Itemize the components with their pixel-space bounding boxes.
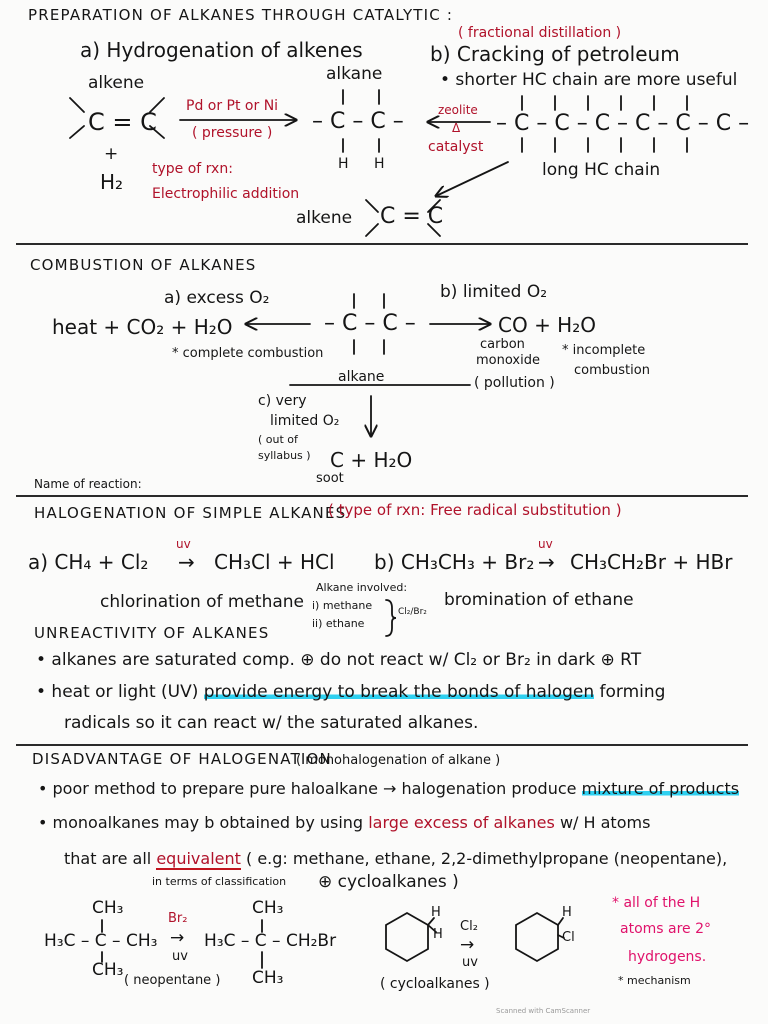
free-radical-note: ( type of rxn: Free radical substitution )	[328, 501, 622, 519]
plus-sign: +	[104, 144, 119, 164]
involved-methane: i) methane	[312, 599, 373, 612]
mechanism-note: * mechanism	[618, 974, 691, 987]
delta-symbol: Δ	[452, 121, 461, 135]
alkane-formula-combustion: – C – C –	[324, 311, 416, 336]
monohalogenation-subtitle: ( monohalogenation of alkane )	[296, 753, 501, 768]
secondary-h-note-1: * all of the H	[612, 895, 701, 911]
name-of-reaction-label: Name of reaction:	[34, 477, 142, 491]
bond	[558, 918, 563, 925]
carbon-label: carbon	[480, 337, 525, 352]
neopentane-uv: uv	[172, 949, 188, 964]
bullet-2-pre: • heat or light (UV)	[36, 682, 199, 702]
section-title-disadvantage: DISADVANTAGE OF HALOGENATION	[32, 750, 332, 768]
secondary-h-note-3: hydrogens.	[628, 949, 707, 965]
uv-label-b: uv	[538, 537, 553, 551]
very-limited-label-1: c) very	[258, 393, 307, 409]
section-title-preparation: PREPARATION OF ALKANES THROUGH CATALYTIC :	[28, 6, 454, 24]
neopentane-main-chain: H₃C – C – CH₃	[44, 931, 158, 951]
bond	[150, 126, 164, 138]
chlorination-reactants: a) CH₄ + Cl₂	[28, 550, 149, 574]
equivalent-line-pre: that are all	[64, 849, 152, 868]
bromination-arrow: →	[538, 550, 555, 574]
alkane-involved-brace	[386, 600, 396, 636]
syllabus-note-2: syllabus )	[258, 449, 311, 462]
cyclo-product-h: H	[562, 905, 572, 920]
long-chain-formula: – C – C – C – C – C – C –	[496, 111, 750, 136]
alkane-label: alkane	[326, 64, 383, 84]
long-chain-bonds	[522, 96, 687, 152]
soot-products: C + H₂O	[330, 448, 413, 472]
catalyst-word: catalyst	[428, 139, 484, 155]
cyclo-cl2-reagent: Cl₂	[460, 919, 478, 934]
very-limited-label-2: limited O₂	[270, 413, 340, 429]
chlorination-arrow: →	[178, 550, 195, 574]
cyclo-h-top: H	[431, 905, 441, 920]
bond	[428, 925, 436, 932]
complete-combustion-note: * complete combustion	[172, 346, 324, 361]
cracking-product-arrow	[436, 162, 508, 196]
bond	[428, 200, 440, 212]
bond	[366, 200, 378, 212]
hydrogenation-heading: a) Hydrogenation of alkenes	[80, 38, 363, 62]
classification-note: in terms of classification	[152, 875, 287, 888]
bond	[428, 224, 440, 236]
section-title-combustion: COMBUSTION OF ALKANES	[30, 256, 257, 274]
bromination-products: CH₃CH₂Br + HBr	[570, 550, 733, 574]
large-excess-alkanes: large excess of alkanes	[368, 813, 555, 832]
limited-o2-label: b) limited O₂	[440, 282, 548, 302]
cyclo-uv: uv	[462, 955, 478, 970]
neopentane-label: ( neopentane )	[124, 973, 221, 988]
excess-o2-label: a) excess O₂	[164, 288, 270, 308]
product-main-chain: H₃C – C – CH₂Br	[204, 931, 337, 951]
cyclohexane-ring-icon	[386, 913, 428, 961]
bromination-reactants: b) CH₃CH₃ + Br₂	[374, 550, 535, 574]
alkane-formula: – C – C –	[312, 109, 404, 134]
unreactivity-bullet-2-cont: radicals so it can react w/ the saturated alkanes.	[64, 713, 479, 733]
alkene-bottom-formula: C = C	[380, 204, 444, 229]
chlorination-products: CH₃Cl + HCl	[214, 550, 335, 574]
disadvantage-bullet-2-post: w/ H atoms	[559, 813, 651, 832]
incomplete-note-1: * incomplete	[562, 343, 646, 358]
rxn-type-label: type of rxn:	[152, 161, 233, 177]
involved-ethane: ii) ethane	[312, 617, 365, 630]
bond	[70, 126, 84, 138]
fractional-distillation-note: ( fractional distillation )	[458, 25, 622, 41]
alkene-label: alkene	[88, 73, 145, 93]
bullet-2-post: forming	[599, 682, 666, 702]
soot-label: soot	[316, 471, 344, 486]
unreactivity-bullet-1: • alkanes are saturated comp. ⊕ do not react w/ Cl₂ or Br₂ in dark ⊕ RT	[36, 650, 642, 670]
hydrogen-right: H	[374, 156, 385, 172]
zeolite-label: zeolite	[438, 103, 478, 117]
neopentane-arrow: →	[170, 928, 185, 948]
cl2-br2-label: Cl₂/Br₂	[398, 607, 427, 617]
cycloalkanes-line: ⊕ cycloalkanes )	[318, 872, 459, 892]
disadvantage-bullet-1-pre: • poor method to prepare pure haloalkane → halogenation produce	[38, 779, 577, 798]
hydrogen-left: H	[338, 156, 349, 172]
chlorocyclohexane-ring-icon	[516, 913, 558, 961]
shorter-chain-bullet: • shorter HC chain are more useful	[440, 70, 738, 90]
bond	[366, 224, 378, 236]
h2-reagent: H₂	[100, 170, 124, 194]
pressure-label: ( pressure )	[192, 125, 273, 141]
neopentane-ch3-bottom: CH₃	[92, 960, 124, 980]
alkene-bottom-label: alkene	[296, 208, 353, 228]
cyclo-arrow: →	[460, 935, 475, 955]
catalyst-label: Pd or Pt or Ni	[186, 98, 279, 114]
complete-products: heat + CO₂ + H₂O	[52, 315, 233, 339]
alkane-label-combustion: alkane	[338, 369, 385, 385]
mixture-of-products-highlight: mixture of products	[581, 779, 740, 798]
bullet-2-highlight: provide energy to break the bonds of halogen	[203, 682, 595, 702]
bond	[428, 918, 434, 925]
long-chain-label: long HC chain	[542, 160, 661, 180]
monoxide-label: monoxide	[476, 353, 540, 368]
electrophilic-addition-label: Electrophilic addition	[152, 186, 300, 202]
alkene-formula: C = C	[88, 108, 157, 136]
section-title-unreactivity: UNREACTIVITY OF ALKANES	[34, 624, 270, 642]
cycloalkanes-label: ( cycloalkanes )	[380, 976, 490, 992]
uv-label-a: uv	[176, 537, 191, 551]
product-ch3-bottom: CH₃	[252, 968, 284, 988]
alkane-involved-label: Alkane involved:	[316, 581, 408, 594]
secondary-h-note-2: atoms are 2°	[620, 921, 712, 937]
product-ch3-top: CH₃	[252, 898, 284, 918]
cracking-heading: b) Cracking of petroleum	[430, 42, 680, 66]
equivalent-word: equivalent	[156, 849, 241, 868]
section-title-halogenation: HALOGENATION OF SIMPLE ALKANES	[34, 504, 347, 522]
incomplete-note-2: combustion	[574, 363, 650, 378]
scanner-watermark: Scanned with CamScanner	[496, 1007, 591, 1015]
incomplete-products: CO + H₂O	[498, 313, 596, 337]
pollution-label: ( pollution )	[474, 375, 555, 391]
cyclo-product-cl: Cl	[562, 930, 575, 945]
br2-reagent: Br₂	[168, 911, 188, 926]
syllabus-note-1: ( out of	[258, 433, 298, 446]
cyclo-h-side: H	[433, 927, 443, 942]
bromination-label: bromination of ethane	[444, 590, 634, 610]
equivalent-line-post: ( e.g: methane, ethane, 2,2-dimethylpropane (neopentane),	[245, 849, 728, 868]
disadvantage-bullet-2-pre: • monoalkanes may b obtained by using	[38, 813, 364, 832]
neopentane-ch3-top: CH₃	[92, 898, 124, 918]
bond	[70, 98, 84, 112]
bond	[150, 98, 164, 112]
chlorination-label: chlorination of methane	[100, 592, 305, 612]
